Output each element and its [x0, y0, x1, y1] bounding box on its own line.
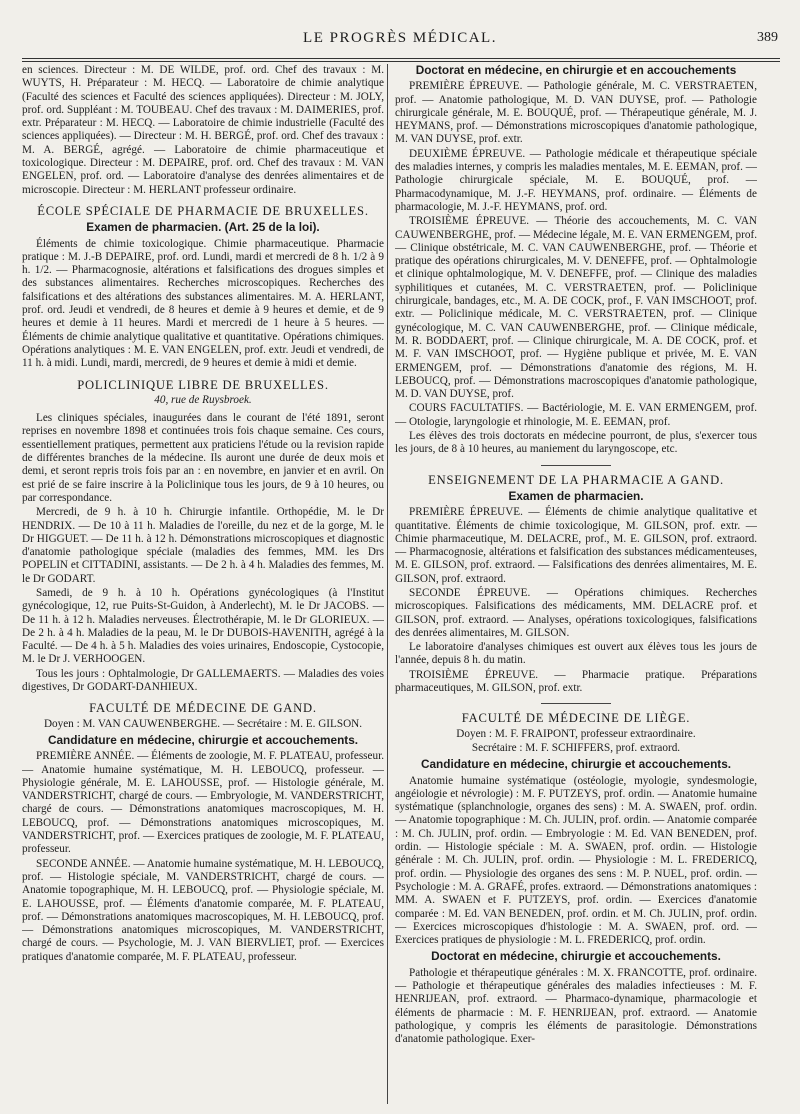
paragraph: Pathologie et thérapeutique générales : M. X. FRANCOTTE, prof. ordinaire. — Pathologie et thérapeutique générales des maladies infectieuses : M. F. HENRIJEAN, prof. extraord. — Pharmaco-dynamique, pharmacologie et éléments de pharmacie : M. F. HENRIJEAN, prof. extraord. — Anatomie pathologique, y compris les éléments de parasitologie. Démonstrations d'anatomie pathologique. Exer- — [395, 966, 757, 1046]
running-title: LE PROGRÈS MÉDICAL. — [303, 30, 497, 46]
paragraph: DEUXIÈME ÉPREUVE. — Pathologie médicale et thérapeutique spéciale des maladies internes, y compris les maladies mentales, M. E. EEMAN, prof. — Pathologie chirurgicale spéciale, M. E. BOUQUÉ, prof. — Pharmacodynamique, M. J.-F. HEYMANS, prof. ordinaire. — Éléments de pharmacologie, M. J.-F. HEYMANS, prof. ord. — [395, 147, 757, 213]
paragraph: TROISIÈME ÉPREUVE. — Théorie des accouchements, M. C. VAN CAUWENBERGHE, prof. — Médecine légale, M. E. VAN ERMENGEM, prof. — Clinique obstétricale, M. C. VAN CAUWENBERGHE, prof. — Théorie et pratique des opérations chirurgicales, M. V. DENEFFE, prof. — Ophtalmologie et clinique ophtalmologique, M. V. DENEFFE, prof. — Clinique des maladies syphilitiques et cutanées, M. C. VERSTRAETEN, prof. — Policlinique chirurgicale, bandages, etc., M. A. DE COCK, prof., F. VAN IMSCHOOT, prof. extr. — Policlinique médicale, M. C. VERSTRAETEN, prof. — Clinique gynécologique, M. C. VAN CAUWENBERGHE, prof. — Clinique médicale, M. R. BODDAERT, prof. — Clinique chirurgicale, M. A. DE COCK, prof. et M. F. VAN IMSCHOOT, prof. — Hygiène publique et privée, M. E. VAN ERMENGEM, prof. — Démonstrations d'anatomie des régions, M. H. LEBOUCQ, prof. — Démonstrations macroscopiques d'anatomie pathologique, M. D. VAN DUYSE, prof. — [395, 215, 757, 401]
paragraph: Anatomie humaine systématique (ostéologie, myologie, syndesmologie, angéiologie et névrologie) : M. F. PUTZEYS, prof. ordin. — Anatomie humaine systématique (splanchnologie, organes des sens) : M. A. SWAEN, prof. ordin. — Anatomie topographique : M. Ch. JULIN, prof. ordin. — Anatomie comparée : M. Ch. JULIN, prof. ordin. — Embryologie : M. Ed. VAN BENEDEN, prof. ordin. — Histologie spéciale : M. A. SWAEN, prof. ordin. — Histologie générale : M. Ch. JULIN, prof. ordin. — Physiologie : M. L. FREDERICQ, prof. ordin. — Physiologie des organes des sens : M. P. NUEL, prof. ordin. — Psychologie : M. A. GRAFÉ, profes. extraord. — Démonstrations anatomiques : MM. A. SWAEN et F. PUTZEYS, prof. ordin. — Exercices d'anatomie comparée : M. Ed. VAN BENEDEN, prof. ordin. et M. Ch. JULIN, prof. ordin. — Exercices microscopiques d'histologie : M. A. SWAEN, prof. ord. — Exercices pratiques de physiologie : M. L. FREDERICQ, prof. ordin. — [395, 774, 757, 947]
column-divider — [387, 64, 388, 1104]
paragraph: Les élèves des trois doctorats en médecine pourront, de plus, s'exercer tous les jours, de 8 à 10 heures, au maniement du laryngoscope, etc. — [395, 430, 757, 456]
address: 40, rue de Ruysbroek. — [154, 393, 252, 406]
intro-paragraph: en sciences. Directeur : M. DE WILDE, prof. ord. Chef des travaux : M. WUYTS, H. Préparateur : M. HECQ. — Laboratoire de chimie analytique (Faculté des sciences et Faculté des sciences appliquées). Directeur : M. JOLY, prof. ord. Suppléant : M. TOUBEAU. Chef des travaux : M. DAIMERIES, prof. extr. Préparateur : M. HECQ. — Laboratoire de chimie industrielle (Faculté des sciences appliquées). — Directeur : M. H. BERGÉ, prof. ord. Chef des travaux : M. A. BERGÉ, agrégé. — Laboratoire de chimie pharmaceutique et toxicologique. Directeur : M. DEPAIRE, prof. ord. Chef des travaux : M. VAN ENGELEN, prof. ord. — Laboratoire d'analyse des denrées alimentaires et de microscopie. Directeur : M. HERLANT professeur ordinaire. — [22, 64, 384, 196]
paragraph: Les cliniques spéciales, inaugurées dans le courant de l'été 1891, seront reprises en novembre 1898 et continuées trois fois chaque semaine. Ces cours, essentiellement pratiques, permettent aux praticiens l'étude ou la revision rapide de différentes branches de la médecine. Ils auront une durée de deux mois et demi, et seront repris trois fois par an : en novembre, en janvier et en avril. On est prié de se faire inscrire à la Policlinique tous les jours, de 9 à 10 heures, ou par correspondance. — [22, 412, 384, 504]
page-number: 389 — [757, 30, 778, 45]
paragraph: SECONDE ÉPREUVE. — Opérations chimiques. Recherches microscopiques. Falsifications des médicaments, MM. DELACRE prof. et GILSON, prof. extraord. — Analyses, opérations toxicologiques, falsifications des denrées alimentaires, M. GILSON. — [395, 586, 757, 639]
separator-rule — [541, 703, 611, 704]
subsection-title-examen: Examen de pharmacien. (Art. 25 de la loi). — [86, 220, 320, 235]
paragraph: Tous les jours : Ophtalmologie, Dr GALLEMAERTS. — Maladies des voies digestives, Dr GODART-DANHIEUX. — [22, 667, 384, 694]
right-column — [395, 64, 757, 1104]
left-column — [22, 64, 384, 1104]
paragraph: PREMIÈRE ÉPREUVE. — Pathologie générale, M. C. VERSTRAETEN, prof. — Anatomie pathologique, M. D. VAN DUYSE, prof. — Pathologie chirurgicale générale, M. E. BOUQUÉ, prof. — Thérapeutique générale, M. J. HEYMANS, prof. — Démonstrations microscopiques d'anatomie pathologique, M. VAN DUYSE, prof. extr. — [395, 80, 757, 146]
paragraph: PREMIÈRE ANNÉE. — Éléments de zoologie, M. F. PLATEAU, professeur. — Anatomie humaine systématique, M. H. LEBOUCQ, professeur. — Physiologie générale, M. E. LAHOUSSE, prof. — Histologie générale, M. VANDERSTRICHT, chargé de cours. — Embryologie, M. VANDERSTRICHT, chargé de cours. — Démonstrations anatomiques macroscopiques, M. H. LEBOUCQ, prof. — Démonstrations anatomiques microscopiques, M. VANDERSTRICHT, prof. — Exercices pratiques de zoologie, M. F. PLATEAU, professeur. — [22, 750, 384, 856]
paragraph: Le laboratoire d'analyses chimiques est ouvert aux élèves tous les jours de l'année, depuis 8 h. du matin. — [395, 641, 757, 667]
paragraph: SECONDE ANNÉE. — Anatomie humaine systématique, M. H. LEBOUCQ, prof. — Histologie spéciale, M. VANDERSTRICHT, chargé de cours. — Anatomie topographique, M. H. LEBOUCQ, prof. — Physiologie spéciale, M. E. LAHOUSSE, prof. — Éléments d'anatomie comparée, M. F. PLATEAU, prof. — Démonstrations anatomiques macroscopiques, M. H. LEBOUCQ, prof. — Démonstrations anatomiques microscopiques, M. VANDERSTRICHT, chargé de cours. — Psychologie, M. J. VAN BIERVLIET, prof. — Exercices pratiques d'anatomie comparée, M. F. PLATEAU, professeur. — [22, 857, 384, 963]
running-header — [0, 28, 800, 52]
doyen-line: Doyen : M. VAN CAUWENBERGHE. — Secrétaire : M. E. GILSON. — [43, 717, 363, 730]
subsection-title-examen: Examen de pharmacien. — [508, 488, 644, 503]
section-title-pharmacie-gand: ENSEIGNEMENT DE LA PHARMACIE A GAND. — [428, 472, 724, 487]
subsection-title-candidature: Candidature en médecine, chirurgie et accouchements. — [47, 732, 359, 747]
header-rule — [22, 58, 780, 62]
paragraph: TROISIÈME ÉPREUVE. — Pharmacie pratique. Préparations pharmaceutiques, M. GILSON, prof. extr. — [395, 668, 757, 695]
paragraph: Samedi, de 9 h. à 10 h. Opérations gynécologiques (à l'Institut gynécologique, 12, rue Puits-St-Guidon, à Anderlecht), M. le Dr JACOBS. — De 11 h. à 12 h. Maladies nerveuses. Électrothérapie, M. le Dr GLORIEUX. — De 2 h. à 4 h. Maladies de la peau, M. le Dr DUBOIS-HAVENITH, agrégé à la Faculté. — De 4 h. à 5 h. Maladies des voies urinaires, Endoscopie, Cystocopie, M. le Dr J. VERHOOGEN. — [22, 586, 384, 666]
doyen-line: Doyen : M. F. FRAIPONT, professeur extraordinaire. — [456, 727, 696, 740]
subsection-title-doctorat: Doctorat en médecine, en chirurgie et en accouchements — [415, 64, 737, 77]
section-title-faculte-gand: FACULTÉ DE MÉDECINE DE GAND. — [89, 701, 317, 716]
subsection-title-doctorat: Doctorat en médecine, chirurgie et accouchements. — [431, 949, 721, 964]
paragraph: Mercredi, de 9 h. à 10 h. Chirurgie infantile. Orthopédie, M. le Dr HENDRIX. — De 10 à 11 h. Maladies de l'oreille, du nez et de la gorge, M. le Dr HIGGUET. — De 11 h. à 12 h. Démonstrations microscopiques et diagnostic d'anatomie pathologique spéciale (maladies des femmes, MM. les Drs POPELIN et CITTADINI, assistants. — De 2 h. à 4 h. Maladies des femmes, M. le Dr GODART. — [22, 506, 384, 585]
subsection-title-candidature: Candidature en médecine, chirurgie et accouchements. — [420, 757, 732, 772]
section-title-policlinique: POLICLINIQUE LIBRE DE BRUXELLES. — [77, 377, 329, 392]
section-title-faculte-liege: FACULTÉ DE MÉDECINE DE LIÈGE. — [461, 711, 691, 726]
secretaire-line: Secrétaire : M. F. SCHIFFERS, prof. extraord. — [471, 741, 681, 754]
separator-rule — [541, 465, 611, 466]
paragraph: Éléments de chimie toxicologique. Chimie pharmaceutique. Pharmacie pratique : M. J.-B DEPAIRE, prof. ord. Lundi, mardi et mercredi de 8 h. 1/2 à 9 h. 1/2. — Pharmacognosie, altérations et falsifications des drogues simples et des substances alimentaires. Recherches microscopiques. Recherches des falsifications et des altérations des substances alimentaires. M. A. HERLANT, prof. ord. Jeudi et vendredi, de 8 heures et demie à 9 heures et demie, et de 9 heures et demie à 11 heures. Mardi et mercredi de 1 heure à 5 heures. — Éléments de chimie analytique qualitative et quantitative. Opérations chimiques. Opérations analytiques : M. E. VAN ENGELEN, prof. extr. Jeudi et vendredi, de 11 h. à midi. Lundi, mardi, mercredi, de 9 heures et demie à midi et demie. — [22, 237, 384, 370]
section-title-pharmacie-bruxelles: ÉCOLE SPÉCIALE DE PHARMACIE DE BRUXELLES. — [37, 203, 369, 218]
paragraph: PREMIÈRE ÉPREUVE. — Éléments de chimie analytique qualitative et quantitative. Éléments de chimie toxicologique, M. GILSON, prof. extr. — Chimie pharmaceutique, M. DELACRE, prof., M. E. GILSON, prof. extraord. — Pharmacognosie, altérations et falsification des substances médicamenteuses, M. E. GILSON, prof. extraord. — Falsifications des denrées alimentaires, M. E. GILSON, prof. extraord. — [395, 506, 757, 585]
paragraph: COURS FACULTATIFS. — Bactériologie, M. E. VAN ERMENGEM, prof. — Otologie, laryngologie et rhinologie, M. E. EEMAN, prof. — [395, 402, 757, 428]
